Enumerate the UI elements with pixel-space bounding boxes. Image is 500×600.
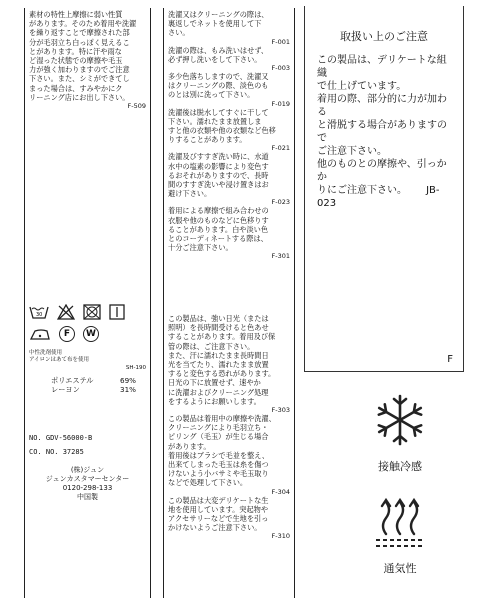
- material-row: ポリエステル 69%: [51, 376, 136, 385]
- product-info: [29, 434, 146, 456]
- tag2-code: F-023: [271, 198, 290, 207]
- care-icons-row2: [29, 326, 146, 342]
- product-no: NO. GDV-56000-B: [29, 434, 93, 442]
- care-code: SH-190: [125, 365, 146, 371]
- iron-low-icon: [29, 327, 51, 341]
- tag2-block: 洗濯の際は、もみ洗いはせず、 必ず押し洗いをして下さい。: [168, 45, 269, 64]
- materials: [51, 376, 136, 394]
- tag2-code: F-003: [271, 64, 290, 73]
- line-dry-icon: [109, 304, 125, 320]
- snowflake-icon: [372, 392, 428, 448]
- tag2-block: 多少色落ちしますので、洗濯又 はクリーニングの際、淡色のも のとは別に洗って下さい。: [168, 72, 269, 100]
- feature-label: 接触冷感: [378, 460, 422, 473]
- feature-cool-touch: [345, 392, 455, 474]
- tag2-block: 洗濯及びすすぎ洗い時に、水道 水中の塩素の影響により変色す るおそれがありますので、長時 間のすすぎ洗いや浸け置きはお 避け下さい。: [168, 152, 269, 199]
- wetclean-w-icon: W: [83, 326, 99, 342]
- feature-label: 通気性: [383, 562, 417, 575]
- tag5-code: F-303: [271, 406, 290, 415]
- care-icons-row1: [29, 304, 146, 320]
- color-no: CO. NO. 37285: [29, 448, 84, 456]
- customer-center: ジュンカスタマーセンター: [45, 475, 130, 483]
- caution-tag: [304, 6, 464, 372]
- tag1-code: F-509: [127, 102, 146, 111]
- tag1-text: 素材の特性上摩擦に弱い性質 があります。そのため着用や洗濯 を繰り返すことで摩擦された部 分が毛羽立ち白っぽく見えるこ とがあります。特に汗や雨な ど湿った状態での摩擦や毛玉 力が強く加わりますのでご注意 下さい。また、シミができてし まった場合は、すみやかにク リーニング店にお出し下さい。: [29, 10, 137, 102]
- company-name: (株)ジュン: [70, 466, 105, 474]
- care-tag-1: [24, 8, 151, 598]
- tag5-block: この製品は着用中の摩擦や洗濯、 クリーニングにより毛羽立ち・ ピリング（毛玉）が生じる場合 があります。 着用後はブラシで毛並を整え、 出来てしまった毛玉は糸を傷つ けないよう小バサミや毛玉取り などで処理して下さい。: [168, 414, 276, 488]
- tag2-block: 着用による摩擦で組み合わせの 衣服や他のものなどに色移りす ることがあります。白や淡い色 とのコーディネートする際は、 十分ご注意下さい。: [168, 206, 269, 253]
- tag2-code: F-019: [271, 99, 290, 108]
- tag5-block: この製品は、強い日光（または 照明）を長時間受けると色あせ することがあります。着用及び保 管の際は、ご注意下さい。 また、汗に濡れたまま長時間日 光を当てたり、濡れたまま放置 すると変色する恐れがあります。 日光の下に放置せず、速やか に洗濯およびクリーニング処理 をするようにお願いします。: [168, 314, 276, 406]
- care-symbols-section: [29, 304, 146, 502]
- svg-text:30: 30: [36, 312, 43, 318]
- wash-30-icon: [29, 304, 49, 320]
- breathable-icon: [372, 494, 428, 550]
- care-notes: 中性洗剤使用 アイロンはあて布を使用: [29, 350, 90, 363]
- no-tumble-dry-icon: [83, 304, 101, 320]
- company-info: [29, 466, 146, 502]
- tag5-code: F-304: [271, 487, 290, 496]
- dryclean-f-icon: F: [59, 326, 75, 342]
- country-of-origin: 中国製: [77, 493, 98, 501]
- tag2-blocks: [168, 10, 290, 260]
- tag5-blocks: [168, 314, 290, 540]
- tag2-code: F-301: [271, 252, 290, 261]
- material-row: レーヨン 31%: [51, 385, 136, 394]
- tag2-code: F-021: [271, 144, 290, 153]
- care-tag-2: [163, 8, 295, 598]
- phone-number: 0120-298-133: [62, 484, 113, 492]
- tag2-block: 洗濯又はクリーニングの際は、 裏返しでネットを使用して下 さい。: [168, 10, 269, 38]
- caution-title: 取扱い上のご注意: [340, 30, 428, 43]
- caution-letter: F: [447, 354, 453, 365]
- tag5-code: F-310: [271, 532, 290, 541]
- feature-breathable: [345, 494, 455, 576]
- no-bleach-icon: [57, 304, 75, 320]
- tag5-block: この製品は大変デリケートな生 地を使用しています。突起物や アクセサリーなどで生地を引っ かけないようご注意下さい。: [168, 495, 269, 533]
- tag2-code: F-001: [271, 37, 290, 46]
- tag2-block: 洗濯後は脱水してすぐに干して 下さい。濡れたまま放置しま すと他の衣類や他の衣類など色移 りすることがあります。: [168, 107, 276, 145]
- caution-body: この製品は、デリケートな組織 で仕上げています。 着用の際、部分的に力が加わる と滑脱する場合がありますので ご注意下さい。 他のものとの摩擦や、引っかか りにご注意下さい。 JB-023: [317, 55, 447, 209]
